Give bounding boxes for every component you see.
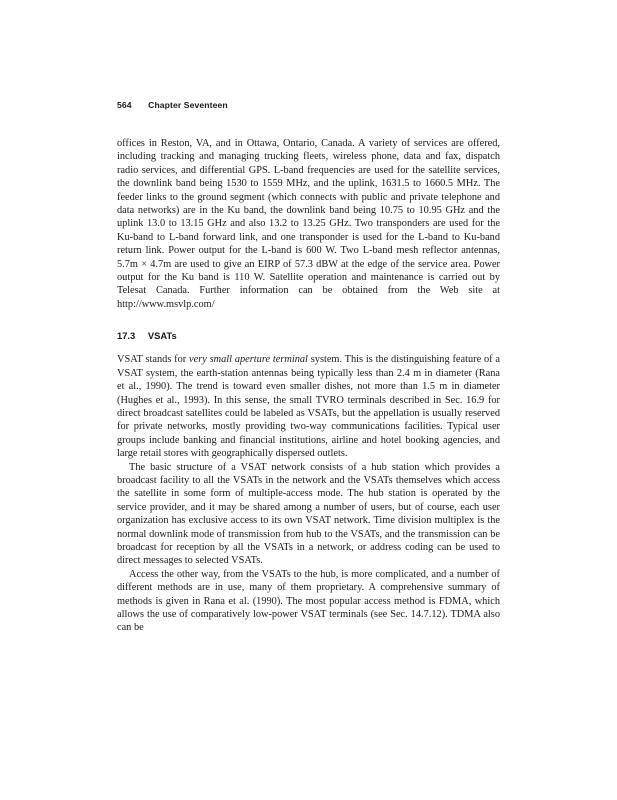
section-number: 17.3 bbox=[117, 330, 136, 342]
book-page bbox=[117, 100, 500, 635]
running-head bbox=[117, 100, 500, 110]
vsat-def-lead: VSAT stands for bbox=[117, 354, 190, 366]
vsat-def-rest: system. This is the distinguishing feature of a VSAT system, the earth-station antennas being typically less than 2.4 m in diameter (Rana et al., 1990). The trend is toward even smaller dishes, not more than 1.5 m in diameter (Hughes et al., 1993). In this sense, the small TVRO terminals described in Sec. 16.9 for direct broadcast satellites could be labeled as VSATs, but the appellation is usually reserved for private networks, mostly providing two-way communications facilities. Typical user groups include banking and financial institutions, airline and hotel booking agencies, and large retail stores with geographically dispersed outlets. bbox=[117, 354, 500, 460]
vsat-def-emphasis: very small aperture terminal bbox=[189, 354, 308, 366]
paragraph-vsat-access: Access the other way, from the VSATs to the hub, is more complicated, and a number of different methods are in use, many of them proprietary. A comprehensive summary of methods is given in Rana et al. (1990). The most popular access method is FDMA, which allows the use of comparatively low-power VSAT terminals (see Sec. 14.7.12). TDMA also can be bbox=[117, 568, 500, 634]
section-heading bbox=[117, 330, 500, 341]
chapter-title: Chapter Seventeen bbox=[148, 100, 228, 110]
paragraph-vsat-definition bbox=[117, 353, 500, 460]
paragraph-msat-continued: offices in Reston, VA, and in Ottawa, Ontario, Canada. A variety of services are offered, including tracking and managing trucking fleets, wireless phone, data and fax, dispatch radio services, and differential GPS. L-band frequencies are used for the satellite services, the downlink band being 1530 to 1559 MHz, and the uplink, 1631.5 to 1660.5 MHz. The feeder links to the ground segment (which connects with public and private telephone and data networks) are in the Ku band, the downlink band being 10.75 to 10.95 GHz and the uplink 13.0 to 13.15 GHz and also 13.2 to 13.25 GHz. Two transponders are used for the Ku-band to L-band forward link, and one transponder is used for the L-band to Ku-band return link. Power output for the L-band is 600 W. Two L-band mesh reflector antennas, 5.7m × 4.7m are used to give an EIRP of 57.3 dBW at the edge of the service area. Power output for the Ku band is 110 W. Satellite operation and maintenance is carried out by Telesat Canada. Further information can be obtained from the Web site at http://www.msvlp.com/ bbox=[117, 138, 500, 310]
section-title: VSATs bbox=[147, 330, 177, 342]
paragraph-vsat-structure: The basic structure of a VSAT network consists of a hub station which provides a broadcast facility to all the VSATs in the network and the VSATs themselves which access the satellite in some form of multiple-access mode. The hub station is operated by the service provider, and it may be shared among a number of users, but of course, each user organization has exclusive access to its own VSAT network. Time division multiplex is the normal downlink mode of transmission from hub to the VSATs, and the transmission can be broadcast for reception by all the VSATs in a network, or address coding can be used to direct messages to selected VSATs. bbox=[117, 461, 500, 567]
page-number: 564 bbox=[117, 100, 132, 110]
